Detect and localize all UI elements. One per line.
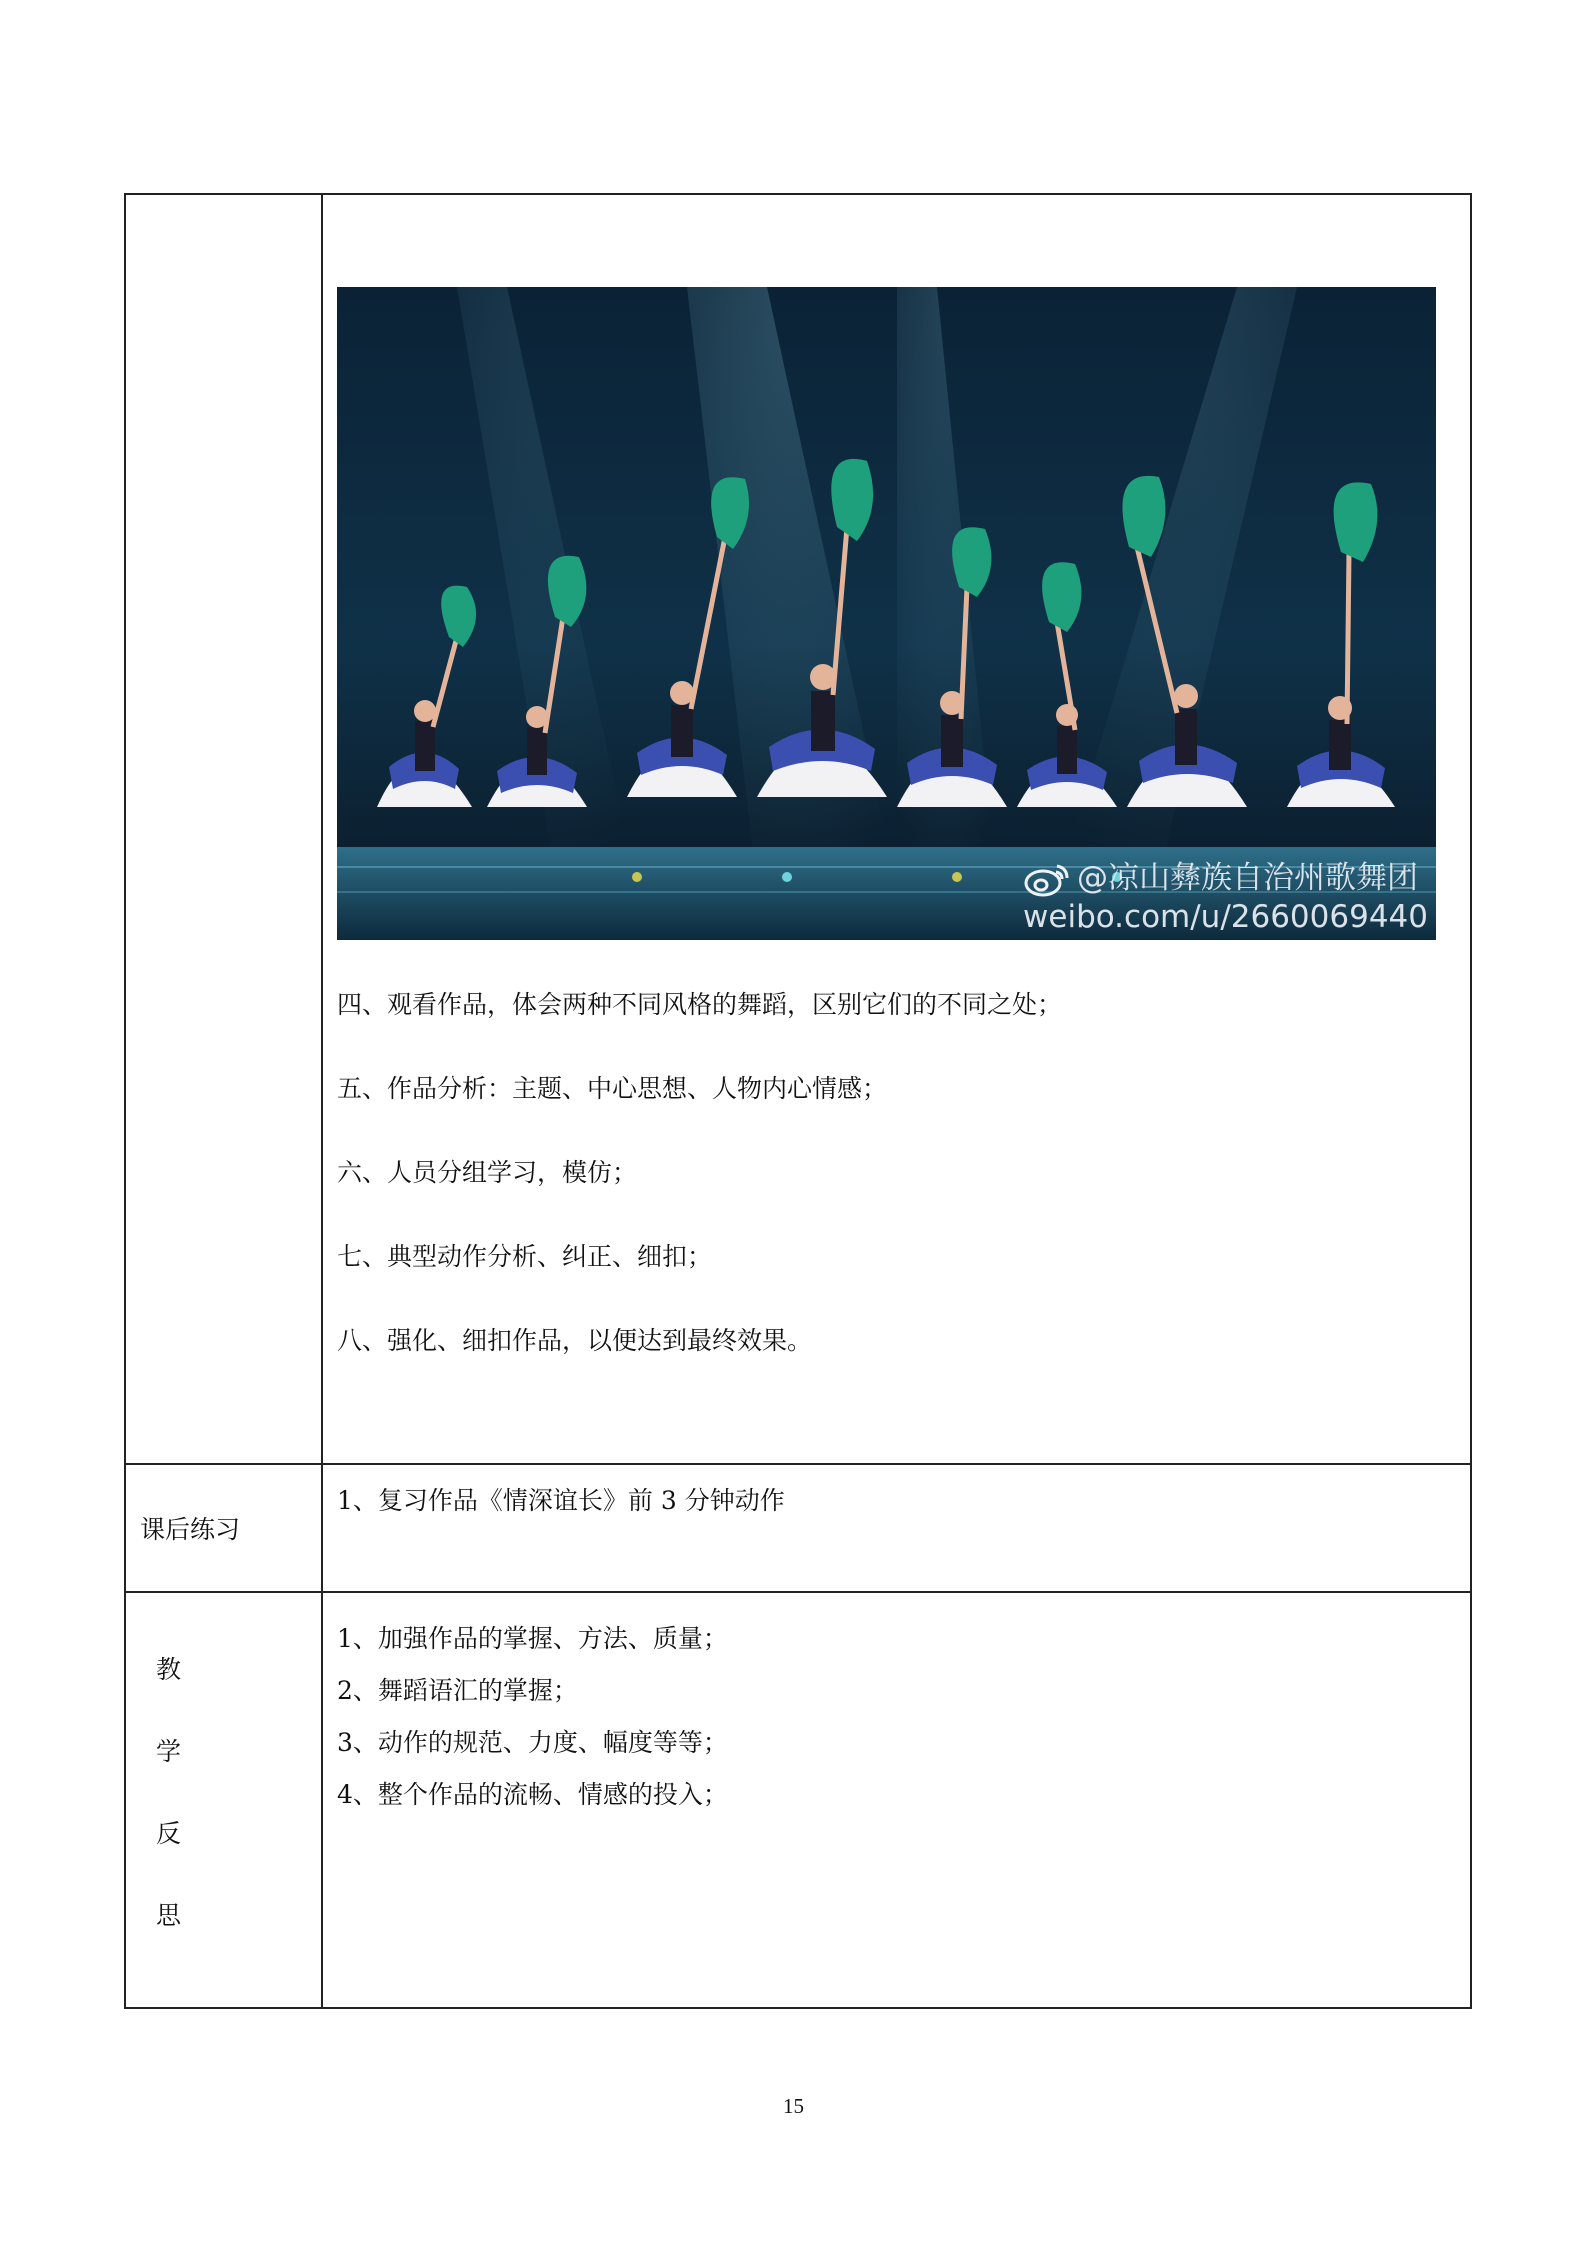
reflection-label-char: 学 bbox=[156, 1737, 182, 1766]
step-8: 八、强化、细扣作品，以便达到最终效果。 bbox=[337, 1326, 813, 1355]
empty-label-cell bbox=[125, 194, 322, 1464]
reflection-label bbox=[156, 1655, 321, 1983]
reflection-label-char: 教 bbox=[156, 1655, 182, 1684]
weibo-icon bbox=[1023, 858, 1071, 898]
reflection-item: 1、加强作品的掌握、方法、质量； bbox=[337, 1624, 728, 1653]
table-row bbox=[125, 1464, 1471, 1592]
stage-scene-illustration bbox=[337, 287, 1436, 940]
practice-label-cell bbox=[125, 1464, 322, 1592]
content-cell bbox=[322, 194, 1471, 1464]
reflection-list bbox=[337, 1613, 1470, 1821]
reflection-item: 4、整个作品的流畅、情感的投入； bbox=[337, 1780, 728, 1809]
watermark-account: @凉山彝族自治州歌舞团 bbox=[1077, 860, 1419, 896]
reflection-content-cell bbox=[322, 1592, 1471, 2008]
table-row bbox=[125, 1592, 1471, 2008]
teaching-steps bbox=[337, 986, 1470, 1360]
step-4: 四、观看作品，体会两种不同风格的舞蹈，区别它们的不同之处； bbox=[337, 990, 1063, 1019]
reflection-label-char: 思 bbox=[156, 1901, 182, 1930]
step-6: 六、人员分组学习，模仿； bbox=[337, 1158, 638, 1187]
step-5: 五、作品分析：主题、中心思想、人物内心情感； bbox=[337, 1074, 888, 1103]
reflection-label-char: 反 bbox=[156, 1819, 182, 1848]
table-row bbox=[125, 194, 1471, 1464]
step-7: 七、典型动作分析、纠正、细扣； bbox=[337, 1242, 713, 1271]
reflection-item: 2、舞蹈语汇的掌握； bbox=[337, 1676, 578, 1705]
watermark bbox=[1023, 858, 1428, 936]
practice-content-cell bbox=[322, 1464, 1471, 1592]
practice-label: 课后练习 bbox=[140, 1515, 241, 1544]
dance-photo bbox=[337, 287, 1436, 940]
reflection-label-cell bbox=[125, 1592, 322, 2008]
practice-text: 1、复习作品《情深谊长》前 3 分钟动作 bbox=[337, 1486, 785, 1515]
watermark-url: weibo.com/u/2660069440 bbox=[1023, 899, 1428, 935]
page-number: 15 bbox=[783, 2094, 804, 2118]
reflection-item: 3、动作的规范、力度、幅度等等； bbox=[337, 1728, 728, 1757]
lesson-table bbox=[124, 193, 1472, 2009]
